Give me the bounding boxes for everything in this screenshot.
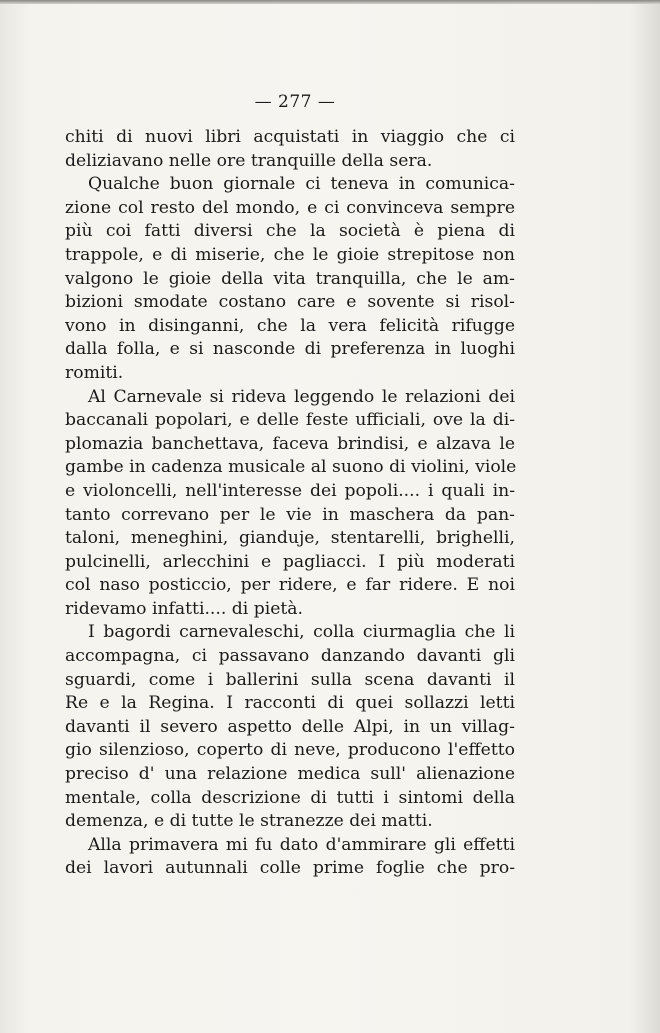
text-line: demenza, e di tutte le stranezze dei matti.: [65, 811, 433, 832]
text-line: Al Carnevale si rideva leggendo le relazioni dei: [88, 386, 515, 407]
text-line: zione col resto del mondo, e ci convinceva sempre: [65, 197, 515, 218]
text-line: col naso posticcio, per ridere, e far ridere. E noi: [65, 575, 515, 596]
text-line: pulcinelli, arlecchini e pagliacci. I più moderati: [65, 551, 515, 572]
text-line: vono in disinganni, che la vera felicità rifugge: [65, 315, 515, 336]
text-line: valgono le gioie della vita tranquilla, che le am-: [65, 268, 515, 289]
text-line: baccanali popolari, e delle feste ufficiali, ove la di-: [65, 410, 515, 431]
text-line: chiti di nuovi libri acquistati in viaggio che ci: [65, 127, 515, 147]
text-line: deliziavano nelle ore tranquille della sera.: [65, 150, 433, 171]
text-line: Qualche buon giornale ci teneva in comunica-: [88, 174, 515, 195]
text-line: preciso d' una relazione medica sull' alienazione: [65, 764, 515, 785]
text-line: tanto correvano per le vie in maschera da pan-: [65, 504, 515, 525]
text-line: Alla primavera mi fu dato d'ammirare gli effetti: [88, 834, 515, 855]
text-line: davanti il severo aspetto delle Alpi, in un villag-: [65, 716, 515, 737]
body-text: [65, 126, 515, 881]
text-line: più coi fatti diversi che la società è piena di: [65, 221, 515, 242]
text-line: dalla folla, e si nasconde di preferenza in luoghi: [65, 339, 515, 360]
text-line: ridevamo infatti.... di pietà.: [65, 598, 304, 619]
text-line: gambe in cadenza musicale al suono di violini, viole: [65, 457, 517, 478]
text-line: bizioni smodate costano care e sovente si risol-: [65, 292, 515, 313]
text-line: dei lavori autunnali colle prime foglie che pro-: [65, 858, 515, 879]
text-line: gio silenzioso, coperto di neve, producono l'effetto: [65, 740, 515, 761]
text-line: mentale, colla descrizione di tutti i sintomi della: [65, 787, 515, 808]
page-number: — 277 —: [254, 92, 336, 112]
text-line: plomazia banchettava, faceva brindisi, e alzava le: [65, 433, 515, 454]
text-line: Re e la Regina. I racconti di quei sollazzi letti: [65, 693, 515, 714]
text-line: taloni, meneghini, gianduje, stentarelli, brighelli,: [65, 528, 515, 549]
text-line: accompagna, ci passavano danzando davanti gli: [65, 646, 515, 667]
text-line: e violoncelli, nell'interesse dei popoli.... i quali in-: [65, 480, 515, 501]
text-line: trappole, e di miserie, che le gioie strepitose non: [65, 244, 515, 265]
text-line: sguardi, come i ballerini sulla scena davanti il: [65, 669, 515, 690]
text-line: I bagordi carnevaleschi, colla ciurmaglia che li: [88, 622, 515, 643]
page-top-edge: [0, 0, 660, 4]
text-line: romiti.: [65, 362, 124, 383]
